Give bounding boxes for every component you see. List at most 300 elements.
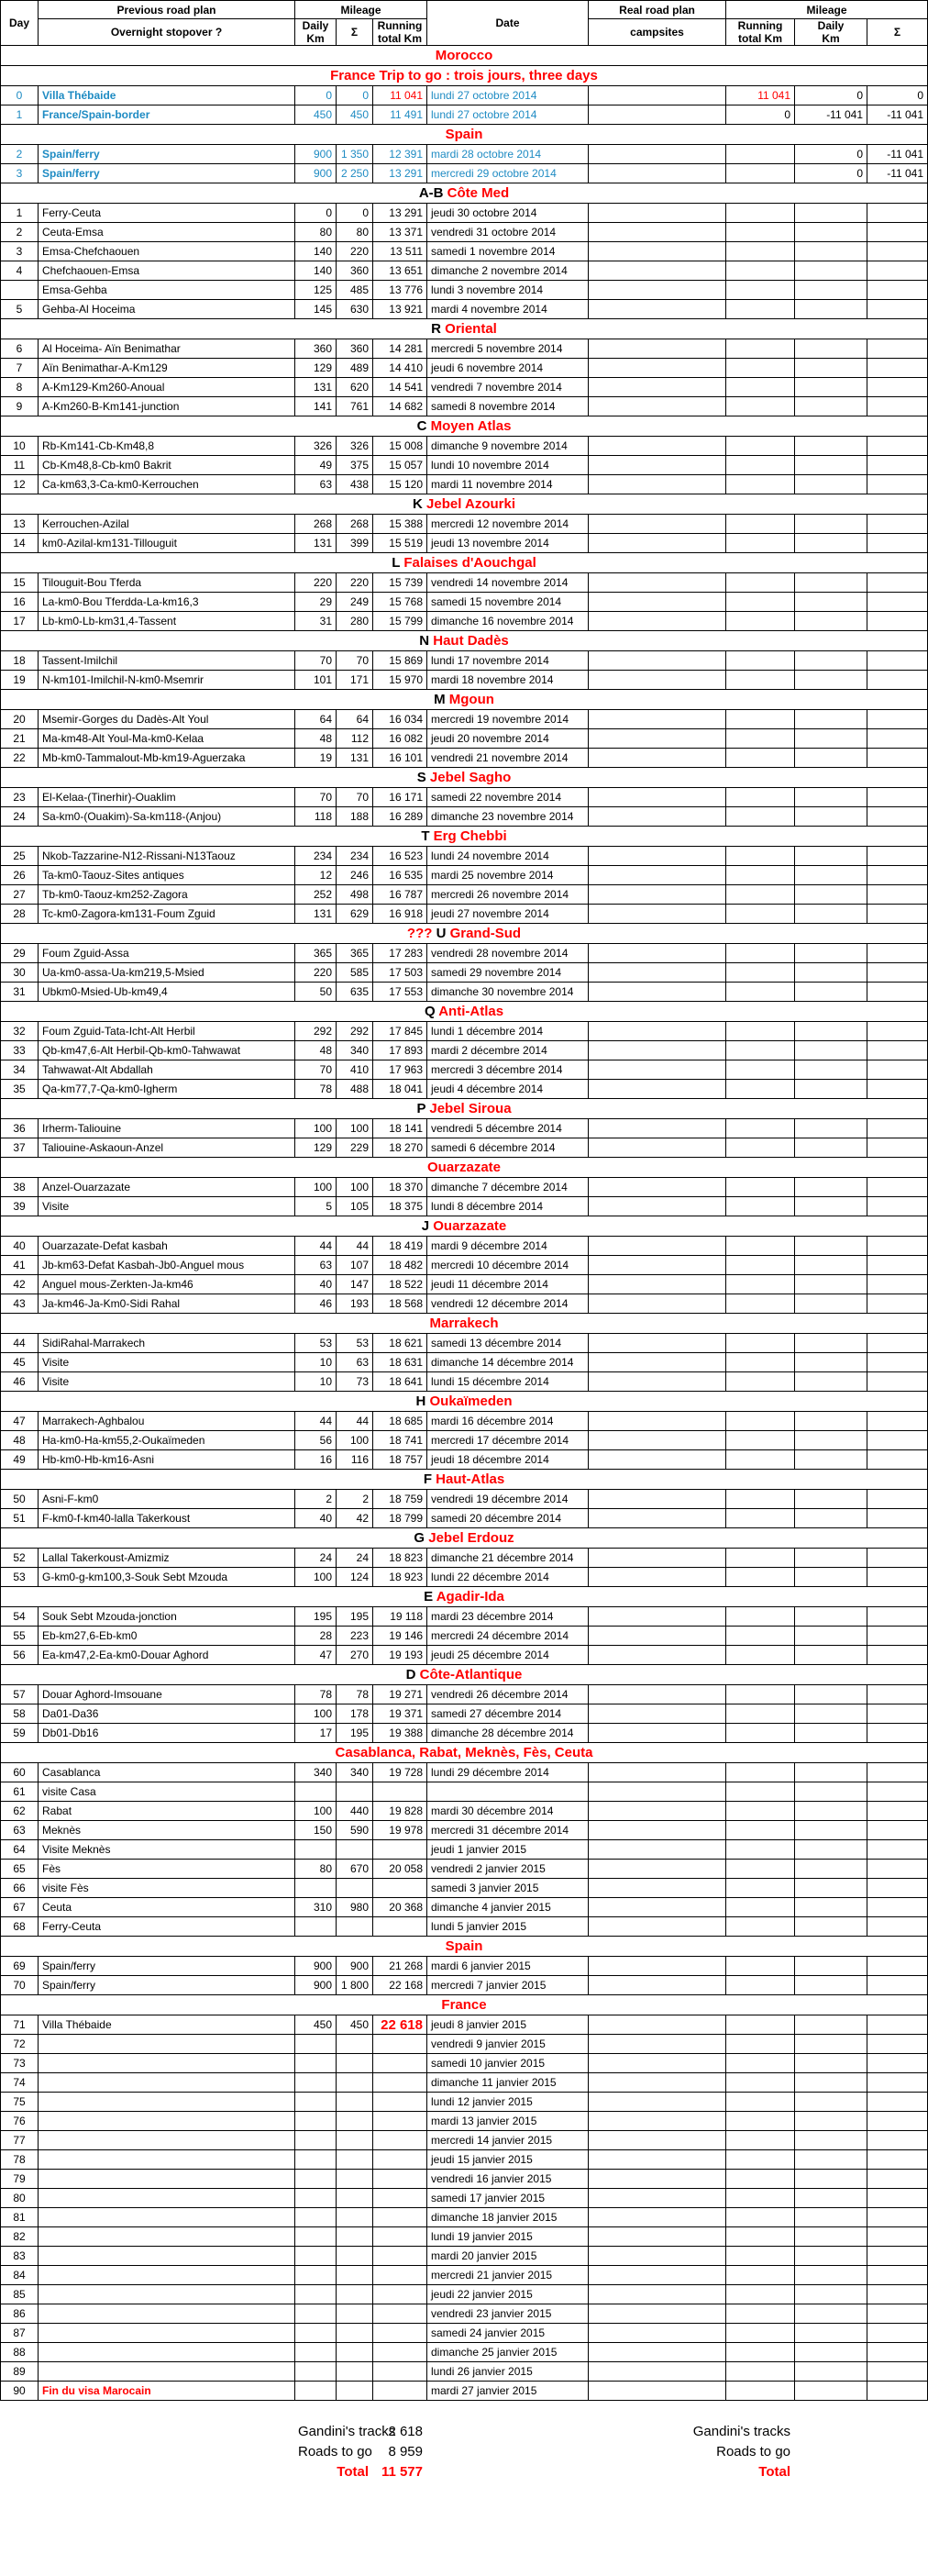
- stopover-cell: Sa-km0-(Ouakim)-Sa-km118-(Anjou): [39, 807, 295, 827]
- real-running-cell: [726, 1646, 795, 1665]
- real-sigma-cell: [867, 1178, 928, 1197]
- real-running-cell: 11 041: [726, 86, 795, 105]
- real-daily-cell: [795, 378, 867, 397]
- section-title-part: Ouarzazate: [426, 1160, 502, 1175]
- date-cell: lundi 19 janvier 2015: [427, 2227, 589, 2247]
- day-cell: 75: [1, 2093, 39, 2112]
- date-cell: lundi 3 novembre 2014: [427, 281, 589, 300]
- table-row: [1, 515, 928, 534]
- real-sigma-cell: [867, 710, 928, 729]
- table-row: [1, 2304, 928, 2324]
- date-cell: samedi 6 décembre 2014: [427, 1138, 589, 1158]
- campsite-cell: [589, 963, 726, 983]
- stopover-cell: [39, 2362, 295, 2382]
- date-cell: mardi 11 novembre 2014: [427, 475, 589, 494]
- stopover-cell: Ubkm0-Msied-Ub-km49,4: [39, 983, 295, 1002]
- day-cell: 64: [1, 1840, 39, 1860]
- day-cell: 40: [1, 1237, 39, 1256]
- campsite-cell: [589, 2324, 726, 2343]
- sigma-km-cell: 100: [337, 1431, 373, 1450]
- real-sigma-cell: [867, 2285, 928, 2304]
- stopover-cell: Qa-km77,7-Qa-km0-Igherm: [39, 1080, 295, 1099]
- date-cell: lundi 26 janvier 2015: [427, 2362, 589, 2382]
- day-cell: 90: [1, 2382, 39, 2401]
- sigma-km-cell: [337, 2247, 373, 2266]
- real-sigma-cell: [867, 2324, 928, 2343]
- real-running-cell: [726, 1802, 795, 1821]
- daily-km-cell: 252: [295, 885, 337, 905]
- day-cell: 44: [1, 1334, 39, 1353]
- day-cell: 82: [1, 2227, 39, 2247]
- section-title-part: U: [436, 926, 450, 941]
- campsite-cell: [589, 223, 726, 242]
- section-title-part: Anti-Atlas: [438, 1004, 504, 1019]
- sigma-km-cell: 220: [337, 242, 373, 261]
- section-title-part: Erg Chebbi: [433, 828, 507, 844]
- real-daily-cell: [795, 671, 867, 690]
- daily-km-cell: 47: [295, 1646, 337, 1665]
- real-running-cell: [726, 437, 795, 456]
- campsite-cell: [589, 885, 726, 905]
- real-running-cell: [726, 1879, 795, 1898]
- real-daily-cell: [795, 1509, 867, 1528]
- real-running-cell: [726, 749, 795, 768]
- running-total-cell: 18 482: [373, 1256, 427, 1275]
- day-cell: 4: [1, 261, 39, 281]
- stopover-cell: Rb-Km141-Cb-Km48,8: [39, 437, 295, 456]
- date-cell: mardi 2 décembre 2014: [427, 1041, 589, 1060]
- real-sigma-cell: [867, 2112, 928, 2131]
- running-total-cell: 15 799: [373, 612, 427, 631]
- sigma-km-cell: [337, 1840, 373, 1860]
- table-row: [1, 573, 928, 593]
- stopover-cell: Tassent-Imilchil: [39, 651, 295, 671]
- date-cell: mardi 28 octobre 2014: [427, 145, 589, 164]
- real-running-cell: [726, 1237, 795, 1256]
- running-total-cell: 20 368: [373, 1898, 427, 1917]
- real-running-cell: [726, 2035, 795, 2054]
- stopover-cell: Fès: [39, 1860, 295, 1879]
- stopover-cell: La-km0-Bou Tferdda-La-km16,3: [39, 593, 295, 612]
- real-sigma-cell: [867, 2035, 928, 2054]
- date-cell: dimanche 2 novembre 2014: [427, 261, 589, 281]
- header-stopover: Overnight stopover ?: [39, 19, 295, 46]
- table-row: [1, 437, 928, 456]
- stopover-cell: France/Spain-border: [39, 105, 295, 125]
- real-running-cell: [726, 1685, 795, 1704]
- table-body: [1, 1, 928, 2401]
- date-cell: jeudi 20 novembre 2014: [427, 729, 589, 749]
- daily-km-cell: [295, 1879, 337, 1898]
- total-label: Total: [337, 2463, 369, 2480]
- day-cell: 1: [1, 204, 39, 223]
- running-total-cell: [373, 2343, 427, 2362]
- running-total-cell: 18 757: [373, 1450, 427, 1470]
- stopover-cell: [39, 2170, 295, 2189]
- table-row: [1, 2189, 928, 2208]
- running-total-cell: [373, 2131, 427, 2150]
- running-total-cell: [373, 2170, 427, 2189]
- table-row: [1, 1041, 928, 1060]
- campsite-cell: [589, 534, 726, 553]
- real-sigma-cell: [867, 1821, 928, 1840]
- real-running-cell: [726, 1294, 795, 1314]
- date-cell: samedi 17 janvier 2015: [427, 2189, 589, 2208]
- campsite-cell: [589, 204, 726, 223]
- table-row: [1, 281, 928, 300]
- table-row: [1, 261, 928, 281]
- running-total-cell: 18 041: [373, 1080, 427, 1099]
- real-daily-cell: [795, 1917, 867, 1937]
- campsite-cell: [589, 2035, 726, 2054]
- totals-roads-row: [0, 2441, 927, 2461]
- real-running-cell: [726, 963, 795, 983]
- sigma-km-cell: 112: [337, 729, 373, 749]
- stopover-cell: Gehba-Al Hoceima: [39, 300, 295, 319]
- section-title: [1, 494, 928, 515]
- sigma-km-cell: 630: [337, 300, 373, 319]
- date-cell: mercredi 5 novembre 2014: [427, 339, 589, 359]
- sigma-km-cell: 188: [337, 807, 373, 827]
- real-running-cell: [726, 300, 795, 319]
- running-total-cell: 18 741: [373, 1431, 427, 1450]
- day-cell: 37: [1, 1138, 39, 1158]
- campsite-cell: [589, 1860, 726, 1879]
- real-running-cell: [726, 1782, 795, 1802]
- stopover-cell: Casablanca: [39, 1763, 295, 1782]
- table-row: [1, 2131, 928, 2150]
- daily-km-cell: 50: [295, 983, 337, 1002]
- stopover-cell: Al Hoceima- Aïn Benimathar: [39, 339, 295, 359]
- section-title: [1, 416, 928, 437]
- real-running-cell: [726, 2247, 795, 2266]
- stopover-cell: [39, 2266, 295, 2285]
- day-cell: 83: [1, 2247, 39, 2266]
- stopover-cell: Taliouine-Askaoun-Anzel: [39, 1138, 295, 1158]
- stopover-cell: Db01-Db16: [39, 1724, 295, 1743]
- day-cell: 36: [1, 1119, 39, 1138]
- real-daily-cell: [795, 963, 867, 983]
- real-daily-cell: [795, 1412, 867, 1431]
- date-cell: vendredi 9 janvier 2015: [427, 2035, 589, 2054]
- sigma-km-cell: 410: [337, 1060, 373, 1080]
- real-sigma-cell: [867, 1840, 928, 1860]
- day-cell: 1: [1, 105, 39, 125]
- day-cell: 77: [1, 2131, 39, 2150]
- header-date: Date: [427, 1, 589, 46]
- section-title-part: H: [415, 1393, 430, 1409]
- campsite-cell: [589, 1646, 726, 1665]
- running-total-cell: 18 522: [373, 1275, 427, 1294]
- running-total-cell: 18 631: [373, 1353, 427, 1372]
- stopover-cell: Anzel-Ouarzazate: [39, 1178, 295, 1197]
- stopover-cell: El-Kelaa-(Tinerhir)-Ouaklim: [39, 788, 295, 807]
- section-title: [1, 319, 928, 339]
- day-cell: 29: [1, 944, 39, 963]
- real-daily-cell: [795, 2093, 867, 2112]
- real-sigma-cell: [867, 359, 928, 378]
- day-cell: 68: [1, 1917, 39, 1937]
- real-sigma-cell: [867, 1879, 928, 1898]
- day-cell: 38: [1, 1178, 39, 1197]
- running-total-cell: [373, 2362, 427, 2382]
- real-sigma-cell: [867, 1412, 928, 1431]
- daily-km-cell: 101: [295, 671, 337, 690]
- table-row: [1, 1080, 928, 1099]
- header-daily-real: Daily Km: [795, 19, 867, 46]
- real-running-cell: [726, 2285, 795, 2304]
- table-row: [1, 1879, 928, 1898]
- real-sigma-cell: -11 041: [867, 145, 928, 164]
- real-sigma-cell: [867, 905, 928, 924]
- table-row: [1, 1060, 928, 1080]
- stopover-cell: Spain/ferry: [39, 1976, 295, 1995]
- stopover-cell: SidiRahal-Marrakech: [39, 1334, 295, 1353]
- real-running-cell: [726, 475, 795, 494]
- stopover-cell: Ceuta-Emsa: [39, 223, 295, 242]
- running-total-cell: 13 291: [373, 164, 427, 183]
- daily-km-cell: [295, 2266, 337, 2285]
- table-row: [1, 204, 928, 223]
- real-daily-cell: [795, 1138, 867, 1158]
- table-row: [1, 710, 928, 729]
- real-sigma-cell: [867, 1763, 928, 1782]
- real-daily-cell: [795, 866, 867, 885]
- section-title-part: Q: [424, 1004, 439, 1019]
- day-cell: 5: [1, 300, 39, 319]
- campsite-cell: [589, 1022, 726, 1041]
- daily-km-cell: [295, 2170, 337, 2189]
- totals-table: [0, 2404, 927, 2482]
- real-sigma-cell: -11 041: [867, 105, 928, 125]
- daily-km-cell: [295, 2131, 337, 2150]
- section-title-part: L: [392, 555, 404, 571]
- stopover-cell: Chefchaouen-Emsa: [39, 261, 295, 281]
- sigma-km-cell: [337, 2150, 373, 2170]
- daily-km-cell: 10: [295, 1372, 337, 1392]
- running-total-cell: 18 823: [373, 1549, 427, 1568]
- sigma-km-cell: [337, 2266, 373, 2285]
- running-total-cell: [373, 2227, 427, 2247]
- sigma-km-cell: 147: [337, 1275, 373, 1294]
- daily-km-cell: 29: [295, 593, 337, 612]
- campsite-cell: [589, 2093, 726, 2112]
- daily-km-cell: 900: [295, 1957, 337, 1976]
- stopover-cell: A-Km129-Km260-Anoual: [39, 378, 295, 397]
- table-row: [1, 1275, 928, 1294]
- stopover-cell: Visite: [39, 1197, 295, 1216]
- running-total-cell: 14 410: [373, 359, 427, 378]
- stopover-cell: [39, 2150, 295, 2170]
- campsite-cell: [589, 905, 726, 924]
- stopover-cell: Asni-F-km0: [39, 1490, 295, 1509]
- campsite-cell: [589, 1879, 726, 1898]
- real-daily-cell: [795, 651, 867, 671]
- real-daily-cell: [795, 1627, 867, 1646]
- sigma-km-cell: 620: [337, 378, 373, 397]
- stopover-cell: [39, 2112, 295, 2131]
- date-cell: vendredi 31 octobre 2014: [427, 223, 589, 242]
- real-running-cell: [726, 164, 795, 183]
- table-row: [1, 671, 928, 690]
- table-row: [1, 729, 928, 749]
- real-daily-cell: [795, 397, 867, 416]
- real-sigma-cell: [867, 729, 928, 749]
- date-cell: vendredi 26 décembre 2014: [427, 1685, 589, 1704]
- real-daily-cell: [795, 2227, 867, 2247]
- table-row: [1, 1197, 928, 1216]
- table-row: [1, 2266, 928, 2285]
- sigma-km-cell: 53: [337, 1334, 373, 1353]
- day-cell: 41: [1, 1256, 39, 1275]
- daily-km-cell: 450: [295, 2015, 337, 2035]
- date-cell: mercredi 26 novembre 2014: [427, 885, 589, 905]
- real-running-cell: [726, 1080, 795, 1099]
- real-sigma-cell: [867, 223, 928, 242]
- stopover-cell: Ferry-Ceuta: [39, 204, 295, 223]
- real-running-cell: [726, 1627, 795, 1646]
- stopover-cell: [39, 2227, 295, 2247]
- real-running-cell: [726, 2150, 795, 2170]
- stopover-cell: Ea-km47,2-Ea-km0-Douar Aghord: [39, 1646, 295, 1665]
- day-cell: 61: [1, 1782, 39, 1802]
- real-sigma-cell: [867, 397, 928, 416]
- running-total-cell: 16 289: [373, 807, 427, 827]
- real-running-cell: [726, 1041, 795, 1060]
- section-title-part: ???: [406, 926, 436, 941]
- header-campsites: campsites: [589, 19, 726, 46]
- campsite-cell: [589, 164, 726, 183]
- sigma-km-cell: 635: [337, 983, 373, 1002]
- day-cell: 26: [1, 866, 39, 885]
- running-total-cell: 19 271: [373, 1685, 427, 1704]
- campsite-cell: [589, 1412, 726, 1431]
- campsite-cell: [589, 2073, 726, 2093]
- daily-km-cell: [295, 2150, 337, 2170]
- campsite-cell: [589, 2208, 726, 2227]
- totals-total-row: [0, 2461, 927, 2482]
- date-cell: mardi 9 décembre 2014: [427, 1237, 589, 1256]
- date-cell: mercredi 14 janvier 2015: [427, 2131, 589, 2150]
- section-title: [1, 1392, 928, 1412]
- stopover-cell: visite Fès: [39, 1879, 295, 1898]
- real-daily-cell: [795, 1685, 867, 1704]
- real-daily-cell: [795, 1646, 867, 1665]
- real-daily-cell: [795, 1549, 867, 1568]
- section-header: [1, 631, 928, 651]
- real-running-cell: [726, 885, 795, 905]
- date-cell: jeudi 1 janvier 2015: [427, 1840, 589, 1860]
- campsite-cell: [589, 1976, 726, 1995]
- real-sigma-cell: [867, 885, 928, 905]
- day-cell: 46: [1, 1372, 39, 1392]
- daily-km-cell: [295, 1840, 337, 1860]
- running-total-cell: 19 371: [373, 1704, 427, 1724]
- date-cell: samedi 13 décembre 2014: [427, 1334, 589, 1353]
- daily-km-cell: 140: [295, 261, 337, 281]
- sigma-km-cell: 375: [337, 456, 373, 475]
- real-sigma-cell: [867, 204, 928, 223]
- daily-km-cell: 131: [295, 534, 337, 553]
- stopover-cell: Visite: [39, 1372, 295, 1392]
- campsite-cell: [589, 1490, 726, 1509]
- date-cell: mardi 16 décembre 2014: [427, 1412, 589, 1431]
- running-total-cell: [373, 1917, 427, 1937]
- date-cell: mercredi 19 novembre 2014: [427, 710, 589, 729]
- day-cell: 57: [1, 1685, 39, 1704]
- table-row: [1, 2382, 928, 2401]
- day-cell: 70: [1, 1976, 39, 1995]
- date-cell: mercredi 21 janvier 2015: [427, 2266, 589, 2285]
- sigma-km-cell: [337, 1879, 373, 1898]
- sigma-km-cell: 229: [337, 1138, 373, 1158]
- table-row: [1, 223, 928, 242]
- daily-km-cell: 12: [295, 866, 337, 885]
- sigma-km-cell: 246: [337, 866, 373, 885]
- real-running-cell: [726, 1568, 795, 1587]
- date-cell: samedi 24 janvier 2015: [427, 2324, 589, 2343]
- stopover-cell: [39, 2035, 295, 2054]
- real-sigma-cell: [867, 2189, 928, 2208]
- daily-km-cell: 234: [295, 847, 337, 866]
- day-cell: 47: [1, 1412, 39, 1431]
- daily-km-cell: 70: [295, 651, 337, 671]
- campsite-cell: [589, 397, 726, 416]
- campsite-cell: [589, 1178, 726, 1197]
- running-total-cell: 13 291: [373, 204, 427, 223]
- table-row: [1, 2362, 928, 2382]
- sigma-km-cell: 70: [337, 788, 373, 807]
- campsite-cell: [589, 2362, 726, 2382]
- date-cell: dimanche 7 décembre 2014: [427, 1178, 589, 1197]
- daily-km-cell: 0: [295, 204, 337, 223]
- table-row: [1, 339, 928, 359]
- day-cell: 48: [1, 1431, 39, 1450]
- date-cell: vendredi 16 janvier 2015: [427, 2170, 589, 2189]
- header-running-real: Running total Km: [726, 19, 795, 46]
- stopover-cell: Douar Aghord-Imsouane: [39, 1685, 295, 1704]
- section-header: [1, 66, 928, 86]
- stopover-cell: [39, 2343, 295, 2362]
- section-header: [1, 1528, 928, 1549]
- stopover-cell: Spain/ferry: [39, 164, 295, 183]
- table-row: [1, 145, 928, 164]
- section-title-part: Jebel Erdouz: [428, 1530, 514, 1546]
- date-cell: lundi 8 décembre 2014: [427, 1197, 589, 1216]
- real-running-cell: [726, 1022, 795, 1041]
- section-title: [1, 125, 928, 145]
- date-cell: jeudi 6 novembre 2014: [427, 359, 589, 378]
- stopover-cell: Irherm-Taliouine: [39, 1119, 295, 1138]
- campsite-cell: [589, 456, 726, 475]
- date-cell: vendredi 12 décembre 2014: [427, 1294, 589, 1314]
- campsite-cell: [589, 475, 726, 494]
- date-cell: vendredi 5 décembre 2014: [427, 1119, 589, 1138]
- daily-km-cell: 125: [295, 281, 337, 300]
- running-total-cell: [373, 1782, 427, 1802]
- daily-km-cell: 78: [295, 1685, 337, 1704]
- date-cell: lundi 27 octobre 2014: [427, 86, 589, 105]
- stopover-cell: [39, 2285, 295, 2304]
- campsite-cell: [589, 1138, 726, 1158]
- running-total-cell: 16 535: [373, 866, 427, 885]
- section-title-part: Côte-Atlantique: [419, 1667, 523, 1682]
- campsite-cell: [589, 261, 726, 281]
- running-total-cell: [373, 2112, 427, 2131]
- date-cell: jeudi 27 novembre 2014: [427, 905, 589, 924]
- daily-km-cell: 44: [295, 1412, 337, 1431]
- daily-km-cell: [295, 2073, 337, 2093]
